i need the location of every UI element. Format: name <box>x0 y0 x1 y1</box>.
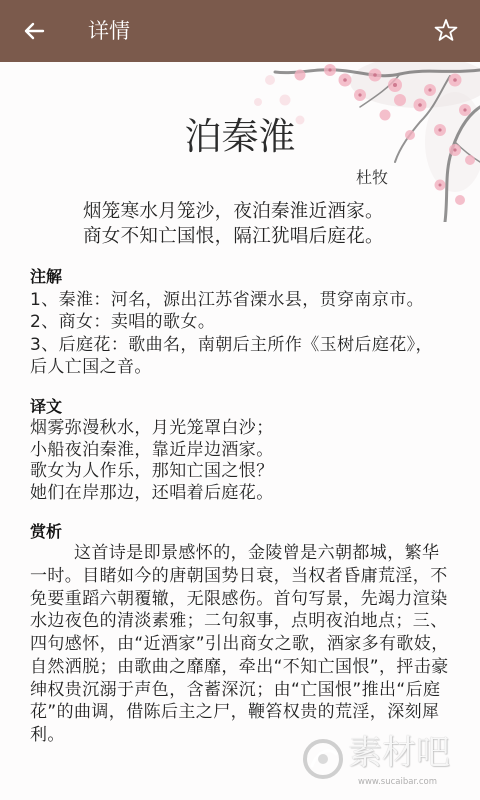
translation-section <box>30 396 475 505</box>
watermark <box>300 732 470 792</box>
arrow-left-icon <box>22 19 46 43</box>
notes-heading: 注解 <box>30 267 63 286</box>
appreciation-line: 花”的曲调，借陈后主之尸，鞭笞权贵的荒淫，深刻犀 <box>30 702 440 723</box>
poem-line: 商女不知亡国恨，隔江犹唱后庭花。 <box>83 226 384 247</box>
watermark-logo-icon <box>300 736 346 782</box>
translation-line: 烟雾弥漫秋水，月光笼罩白沙； <box>30 417 274 438</box>
appreciation-line: 四句感怀，由“近酒家”引出商女之歌，酒家多有歌妓， <box>30 634 449 654</box>
appreciation-line: 一时。目睹如今的唐朝国势日衰，当权者昏庸荒淫，不 <box>30 565 448 586</box>
appreciation-heading: 赏析 <box>30 522 63 541</box>
appreciation-line: 免要重蹈六朝覆辙，无限感伤。首句写景，先竭力渲染 <box>30 588 448 609</box>
appreciation-line: 水边夜色的清淡素雅；二句叙事，点明夜泊地点；三、 <box>30 611 448 632</box>
note-line: 2、商女：卖唱的歌女。 <box>30 312 216 333</box>
notes-section <box>30 266 475 379</box>
note-line: 1、秦淮：河名，源出江苏省溧水县，贯穿南京市。 <box>30 289 425 310</box>
appreciation-section <box>30 521 475 747</box>
watermark-brand: 素材吧 <box>348 733 450 773</box>
poem-author: 杜牧 <box>356 168 389 187</box>
appreciation-line: 利。 <box>30 725 65 745</box>
appreciation-line: 绅权贵沉溺于声色，含蓄深沉；由“亡国恨”推出“后庭 <box>30 679 441 700</box>
translation-line: 小船夜泊秦淮，靠近岸边酒家。 <box>30 439 274 460</box>
appreciation-line: 自然洒脱；由歌曲之靡靡，牵出“不知亡国恨”，抨击豪 <box>30 656 449 677</box>
translation-line: 歌女为人作乐，那知亡国之恨？ <box>30 461 274 482</box>
appreciation-line: 这首诗是即景感怀的，金陵曾是六朝都城，繁华 <box>74 543 440 563</box>
poem-title: 泊秦淮 <box>184 115 296 158</box>
note-line: 3、后庭花：歌曲名，南朝后主所作《玉树后庭花》， <box>30 334 433 355</box>
translation-heading: 译文 <box>30 397 63 416</box>
favorite-button[interactable] <box>432 17 460 45</box>
translation-line: 她们在岸那边，还唱着后庭花。 <box>30 483 274 504</box>
note-line: 后人亡国之音。 <box>30 357 152 378</box>
back-button[interactable] <box>20 17 48 45</box>
watermark-url: www.sucaibar.com <box>358 777 438 787</box>
star-outline-icon <box>433 18 459 44</box>
top-app-bar <box>0 0 480 62</box>
poem-text <box>83 199 473 249</box>
page-title: 详情 <box>88 19 130 43</box>
poem-line: 烟笼寒水月笼沙，夜泊秦淮近酒家。 <box>83 201 384 222</box>
